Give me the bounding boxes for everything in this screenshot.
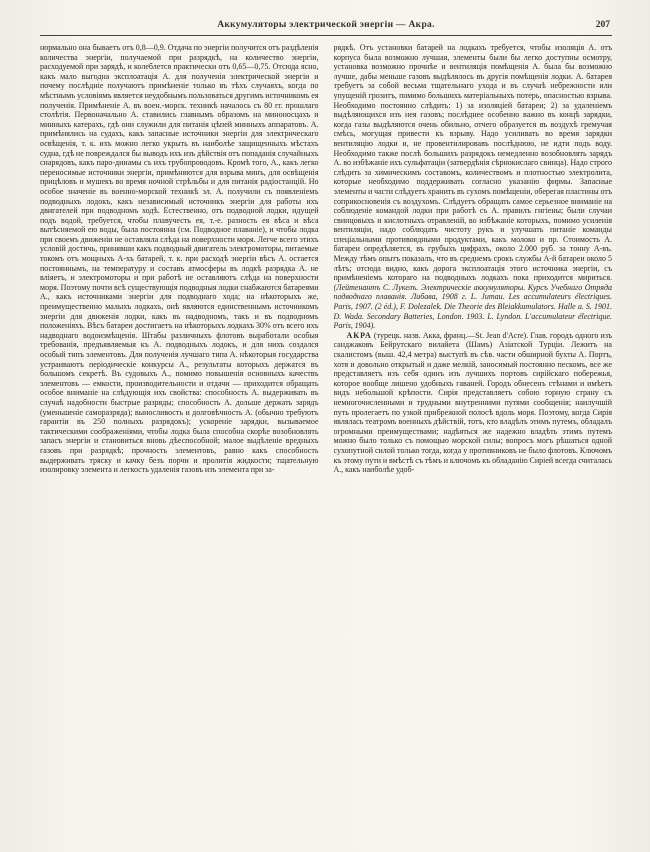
paragraph-accumulators-left (40, 43, 319, 475)
paragraph-akra (334, 331, 613, 475)
text-columns (40, 43, 612, 827)
right-column (334, 43, 613, 827)
running-head (40, 18, 612, 32)
running-head-title: Аккумуляторы электрической энергіи — Акра. (217, 20, 435, 30)
left-column (40, 43, 319, 827)
article-headword: АКРА (346, 330, 372, 340)
paragraph-text: (турецк. назв. Акка, франц.—St. Jean d'Acre). Глав. городъ одного изъ санджаковъ Бейрутскаго вилайета (Шамъ) Азіатской Турціи. Лежитъ на скалистомъ (выш. 42,4 метра) выступѣ въ сѣв. части обширной бухты А. Портъ, хотя и довольно открытый и даже мелкій, заносимый постоянно пескомъ, все же представляетъ изъ себя одинъ изъ лучшихъ портовъ сирійскаго побережья, которое вообще лишено удобныхъ гаваней. Городъ обнесенъ стѣнами и имѣетъ видъ небольшой крѣпости. Сирія представляетъ собою горную страну съ немногочисленными и трудными внутренними путями сообщенія; наилучшій путь пролегаетъ по узкой прибрежной полосѣ вдоль моря. Поэтому, когда Сирія являлась театромъ военныхъ дѣйствій, тотъ, кто владѣлъ этимъ путемъ, обладалъ огромными преимуществами; надѣяться же надежно владѣть этимъ путемъ можно было только съ помощью морской силы; вопросъ могъ рѣшаться одной сухопутной силой только тогда, когда у противниковъ не было флотовъ. Ключомъ къ этому пути и вмѣстѣ съ тѣмъ и ключомъ къ обладанію Сиріей всегда считалась А., какъ наиболѣе удоб- (333, 330, 612, 475)
page-number: 207 (595, 20, 610, 30)
bibliography-text: (Лейтенантъ С. Лукелъ. Электрическіе аккумуляторы. Курсъ Учебнаго Отряда подводнаго плаванія. Либава, 1908 г. L. Jumau. Les accumulateurs électriques. Paris, 1907. (2 éd.), F. Dolezalek. Die Theorie des Bleiakkumulators. Halle a. S. 1901. D. Wada. Secondary Batteries, London. 1903. L. Lyndon. L'accumulateur électrique. Paris, 1904). (333, 282, 612, 331)
header-divider (40, 35, 612, 36)
paragraph-accumulators-right (334, 43, 613, 331)
paragraph-text: рядкѣ. Отъ установки батарей на лодкахъ требуется, чтобы изоляція А. отъ корпуса была возможно лучшая, элементы были бы легко доступны осмотру, установка возможно прочнѣе и вентиляція помѣщенія А. была бы возможно лучше, дабы меньше газовъ выдѣлялось въ другія помѣщенія лодки. А. батарея требуетъ за собой весьма тщательнаго ухода и въ случаѣ небрежности или упущеній грозитъ, помимо большихъ матеріальныхъ потерь, опасностью взрыва. Необходимо постоянно слѣдить: 1) за изоляціей батареи; 2) за удаленіемъ выдѣляющихся изъ нея газовъ; послѣднее особенно важно въ концѣ зарядки, когда газы выдѣляются очень обильно, отчего образуется въ воздухѣ гремучая смѣсь, могущая привести къ взрыву. Надо усиливать во время зарядки вентиляцію лодки и, не провентилировавъ послѣднюю, не идти подъ воду. Необходимо также послѣ большихъ разрядокъ немедленно возобновлять зарядъ А. во избѣжаніе ихъ сульфатаціи (затвердѣнія сѣрнокислаго свинца). Надо строго слѣдить за химическимъ составомъ, количествомъ и плотностью электролита, которые необходимо поддерживать согласно указанію фирмы. Запасные элементы и части слѣдуетъ хранить въ сухомъ помѣщеніи, оберегая пластины отъ соприкосновенія съ воздухомъ. Слѣдуетъ обращать самое серьезное вниманіе на соблюденіе командой лодки при работѣ съ А. правилъ гигіены; были случаи свинцовыхъ и кислотныхъ отравленій, во избѣжаніе которыхъ, помимо усиленія вентиляціи, надо соблюдать чистоту рукъ и улучшать питаніе команды спеціальными противоядными продуктами, какъ молоко и пр. Стоимость А. батареи опредѣляется, въ грубыхъ цифрахъ, около 2.000 руб. за тонну А-въ. Между тѣмъ опытъ показалъ, что въ среднемъ срокъ службы А-й батареи около 5 лѣтъ; отсюда видно, какъ дорога эксплоатація этого источника энергіи, съ примѣненіемъ котораго на подводныхъ лодкахъ пока приходится мириться. (333, 43, 612, 283)
paragraph-text: нормально она бываетъ отъ 0,8—0,9. Отдача по энергіи получится отъ раздѣленія количества энергіи, получаемой при разрядкѣ, на количество энергіи, расходуемой при зарядѣ, и колеблется практически отъ 0,65—0,75. Отсюда ясно, какъ мало выгодна эксплоатація А. для полученія электрической энергіи и почему послѣдніе получаютъ примѣненіе только въ тѣхъ случаяхъ, когда по мѣстнымъ условіямъ является неудобнымъ пользоваться другимъ источникомъ ея полученія. Примѣненіе А. въ воен.-морск. техникѣ началось съ 80 гг. прошлаго столѣтія. Первоначально А. ставились главнымъ образомъ на миноносцахъ и минныхъ катерахъ, гдѣ они служили для питанія цѣпей минныхъ аппаратовъ. А. примѣнялись на судахъ, какъ запасные источники энергіи для электрическаго освѣщенія, т. к. ихъ можно легко укрыть въ наиболѣе защищенныхъ мѣстахъ судна, гдѣ не повреждался бы выводъ ихъ изъ дѣйствія отъ попаданія случайныхъ снарядовъ, какъ паро-динамы съ ихъ трубопроводовъ. Кромѣ того, А., какъ легко переносимые источники энергіи, примѣняются для взрыва минъ, для освѣщенія прицѣловъ и мушекъ во время ночной стрѣльбы и для питанія радіостанцій. Но особое значеніе въ военно-морской техникѣ эл. А. получили съ появленіемъ подводныхъ лодокъ, какъ независимый источникъ энергіи для работы ихъ двигателей при подводномъ ходѣ. Естественно, отъ подводной лодки, идущей подъ водой, требуется, чтобы плавучесть ея, т.-е. разность ея вѣса и вѣса вытѣсняемой ею воды, была постоянна (см. Подводное плаваніе), и чтобы лодка при своемъ движеніи не оставляла слѣда на поверхности моря. Легче всего этихъ условій достичь, принявши какъ подводный двигатель электромоторы, питаемые токомъ отъ мощныхъ А-хъ батарей, т. к. при расходѣ энергіи вѣсъ А. остается постояннымъ, на температуру и составъ атмосферы въ лодкѣ разрядка А. не вліяетъ, и электромоторы и при работѣ не оставляютъ слѣда на поверхности моря. Поэтому почти всѣ существующія подводныя лодки снабжаются батареями А., какъ источниками энергіи для подводнаго хода; на нѣкоторыхъ же, преимущественно малыхъ лодкахъ, онѣ являются единственнымъ источникомъ энергіи для движенія лодки, какъ въ надводномъ, такъ и въ подводномъ положеніяхъ. Вѣсъ батареи достигаетъ на нѣкоторыхъ лодкахъ 30% отъ всего ихъ надводнаго водоизмѣщенія. Штабы различныхъ флотовъ выработали особыя требованія, предъявляемыя къ А. подводныхъ лодокъ, и для нихъ создался особый типъ элементовъ. Для полученія лучшаго типа А. нѣкоторыя государства устраиваютъ періодическіе конкурсы А., результаты которыхъ держатся въ большомъ секретѣ. Въ судовыхъ А., помимо повышенія основныхъ качествъ элементовъ — емкости, производительности и отдачи — приходится обращать особое вниманіе на слѣдующія ихъ свойства: способность А. выдерживать въ случаѣ надобности быстрые разряды; способность А. дольше держать зарядъ (уменьшеніе саморазряда); выносливость и долговѣчность А. (обычно требуютъ гарантіи въ 250 полныхъ разрядокъ); ускореніе зарядки, вызываемое тактическими соображеніями, чтобы лодка была способна скорѣе возобновлять запасъ энергіи и становиться вновь дѣеспособной; малое выдѣленіе вредныхъ газовъ при разрядкѣ; прочность элементовъ, равно какъ способность выдерживать тряску и качку безъ порчи и пролитія жидкости; тщательную изолировку элемента и легкость удаленія газовъ изъ элемента при за- (40, 43, 319, 475)
